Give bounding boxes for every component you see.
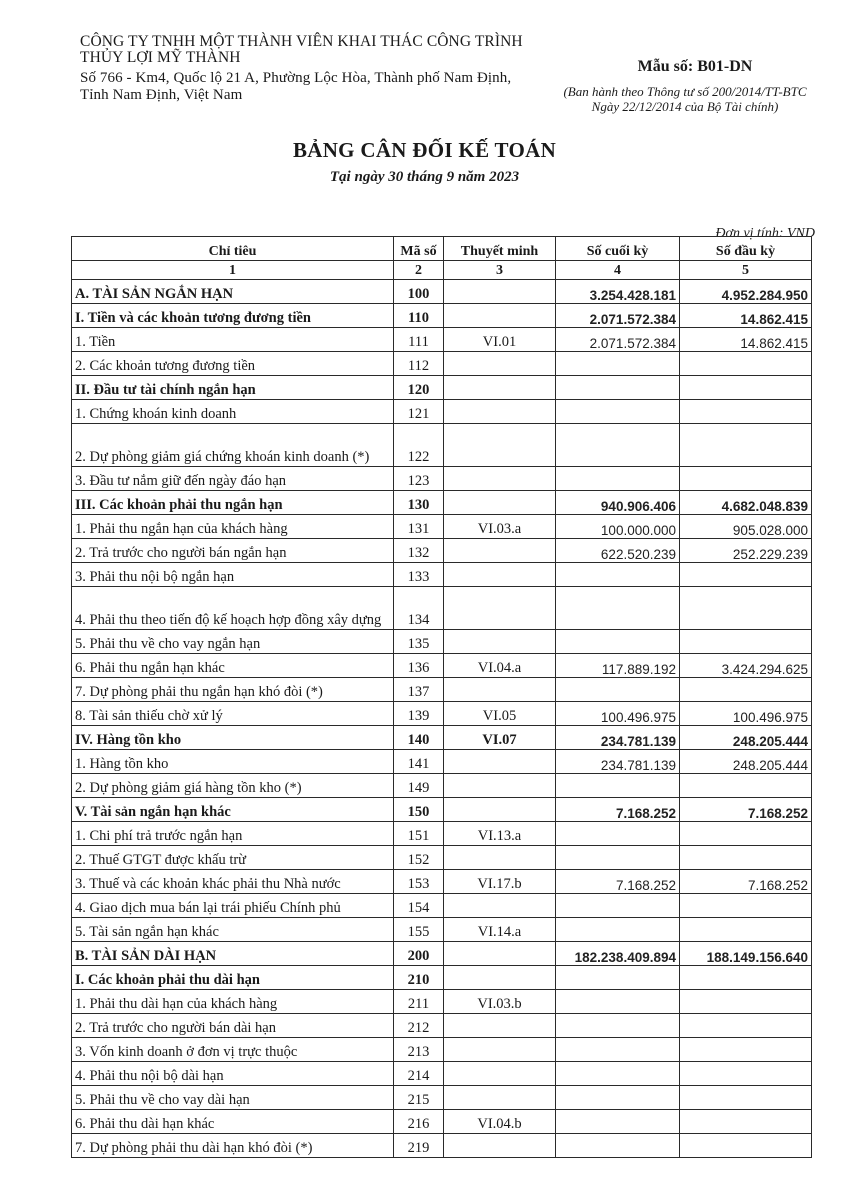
row-end-period-value: 100.000.000 xyxy=(556,515,680,539)
row-note xyxy=(444,563,556,587)
row-start-period-value xyxy=(680,1038,812,1062)
row-end-period-value xyxy=(556,1134,680,1158)
table-row xyxy=(72,870,812,894)
row-note xyxy=(444,966,556,990)
row-label: 1. Chi phí trả trước ngắn hạn xyxy=(72,822,394,846)
form-info xyxy=(540,58,830,114)
row-note xyxy=(444,424,556,467)
row-end-period-value: 234.781.139 xyxy=(556,750,680,774)
row-label: 2. Trả trước cho người bán dài hạn xyxy=(72,1014,394,1038)
row-code: 121 xyxy=(394,400,444,424)
row-end-period-value: 234.781.139 xyxy=(556,726,680,750)
row-note xyxy=(444,1134,556,1158)
row-code: 213 xyxy=(394,1038,444,1062)
row-start-period-value xyxy=(680,467,812,491)
row-code: 149 xyxy=(394,774,444,798)
row-note: VI.03.b xyxy=(444,990,556,1014)
row-note xyxy=(444,678,556,702)
row-label: 7. Dự phòng phải thu dài hạn khó đòi (*) xyxy=(72,1134,394,1158)
row-end-period-value xyxy=(556,352,680,376)
row-end-period-value: 100.496.975 xyxy=(556,702,680,726)
balance-sheet-table xyxy=(71,236,812,1158)
row-end-period-value xyxy=(556,678,680,702)
row-code: 132 xyxy=(394,539,444,563)
table-header-row xyxy=(72,237,812,261)
row-end-period-value xyxy=(556,630,680,654)
row-note: VI.03.a xyxy=(444,515,556,539)
row-label: A. TÀI SẢN NGẮN HẠN xyxy=(72,280,394,304)
row-end-period-value xyxy=(556,1110,680,1134)
row-label: 7. Dự phòng phải thu ngắn hạn khó đòi (*) xyxy=(72,678,394,702)
column-number: 3 xyxy=(444,261,556,280)
table-row xyxy=(72,1062,812,1086)
row-note xyxy=(444,304,556,328)
row-label: 1. Phải thu ngắn hạn của khách hàng xyxy=(72,515,394,539)
row-end-period-value: 117.889.192 xyxy=(556,654,680,678)
row-start-period-value xyxy=(680,990,812,1014)
row-start-period-value xyxy=(680,563,812,587)
table-row xyxy=(72,304,812,328)
row-code: 155 xyxy=(394,918,444,942)
row-note: VI.17.b xyxy=(444,870,556,894)
row-label: 1. Hàng tồn kho xyxy=(72,750,394,774)
row-note xyxy=(444,400,556,424)
row-end-period-value: 940.906.406 xyxy=(556,491,680,515)
table-row xyxy=(72,539,812,563)
row-start-period-value xyxy=(680,1062,812,1086)
row-end-period-value xyxy=(556,1014,680,1038)
row-start-period-value xyxy=(680,966,812,990)
row-code: 130 xyxy=(394,491,444,515)
row-note xyxy=(444,750,556,774)
row-label: 4. Phải thu theo tiến độ kế hoạch hợp đồng xây dựng xyxy=(72,587,394,630)
table-row xyxy=(72,966,812,990)
row-code: 152 xyxy=(394,846,444,870)
row-end-period-value xyxy=(556,846,680,870)
column-number: 2 xyxy=(394,261,444,280)
table-row xyxy=(72,563,812,587)
table-row xyxy=(72,376,812,400)
row-label: 4. Phải thu nội bộ dài hạn xyxy=(72,1062,394,1086)
row-code: 200 xyxy=(394,942,444,966)
company-name-line2: THỦY LỢI MỸ THÀNH xyxy=(80,49,241,66)
table-row xyxy=(72,515,812,539)
row-note xyxy=(444,774,556,798)
row-code: 120 xyxy=(394,376,444,400)
row-note: VI.14.a xyxy=(444,918,556,942)
row-code: 134 xyxy=(394,587,444,630)
row-code: 219 xyxy=(394,1134,444,1158)
row-note: VI.07 xyxy=(444,726,556,750)
row-end-period-value xyxy=(556,587,680,630)
company-address-line2: Tỉnh Nam Định, Việt Nam xyxy=(80,87,243,103)
row-start-period-value: 3.424.294.625 xyxy=(680,654,812,678)
row-label: 2. Thuế GTGT được khấu trừ xyxy=(72,846,394,870)
row-start-period-value xyxy=(680,352,812,376)
table-row xyxy=(72,678,812,702)
row-label: 5. Tài sản ngắn hạn khác xyxy=(72,918,394,942)
row-label: II. Đầu tư tài chính ngắn hạn xyxy=(72,376,394,400)
row-note xyxy=(444,1014,556,1038)
table-row xyxy=(72,774,812,798)
row-code: 131 xyxy=(394,515,444,539)
row-start-period-value xyxy=(680,400,812,424)
table-column-number-row xyxy=(72,261,812,280)
table-row xyxy=(72,918,812,942)
row-start-period-value xyxy=(680,774,812,798)
row-end-period-value: 2.071.572.384 xyxy=(556,328,680,352)
table-row xyxy=(72,702,812,726)
row-start-period-value xyxy=(680,918,812,942)
row-label: B. TÀI SẢN DÀI HẠN xyxy=(72,942,394,966)
row-end-period-value: 7.168.252 xyxy=(556,798,680,822)
currency-unit: Đơn vị tính: VND xyxy=(715,226,815,241)
row-start-period-value xyxy=(680,1014,812,1038)
row-end-period-value: 622.520.239 xyxy=(556,539,680,563)
row-label: 2. Dự phòng giảm giá hàng tồn kho (*) xyxy=(72,774,394,798)
table-row xyxy=(72,587,812,630)
row-code: 216 xyxy=(394,1110,444,1134)
row-start-period-value xyxy=(680,822,812,846)
row-note xyxy=(444,846,556,870)
row-start-period-value: 7.168.252 xyxy=(680,870,812,894)
row-code: 150 xyxy=(394,798,444,822)
row-label: 3. Đầu tư nắm giữ đến ngày đáo hạn xyxy=(72,467,394,491)
row-code: 110 xyxy=(394,304,444,328)
row-start-period-value: 252.229.239 xyxy=(680,539,812,563)
row-start-period-value: 905.028.000 xyxy=(680,515,812,539)
row-label: I. Các khoản phải thu dài hạn xyxy=(72,966,394,990)
row-start-period-value: 7.168.252 xyxy=(680,798,812,822)
row-note xyxy=(444,467,556,491)
form-note-line1: (Ban hành theo Thông tư số 200/2014/TT-BTC xyxy=(563,84,807,99)
row-note xyxy=(444,587,556,630)
table-row xyxy=(72,726,812,750)
header-end-period: Số cuối kỳ xyxy=(556,237,680,261)
row-end-period-value: 3.254.428.181 xyxy=(556,280,680,304)
table-row xyxy=(72,467,812,491)
table-row xyxy=(72,1134,812,1158)
row-code: 122 xyxy=(394,424,444,467)
row-note xyxy=(444,894,556,918)
table-row xyxy=(72,1086,812,1110)
row-label: 3. Thuế và các khoản khác phải thu Nhà nước xyxy=(72,870,394,894)
row-start-period-value xyxy=(680,376,812,400)
header-start-period: Số đầu kỳ xyxy=(680,237,812,261)
table-row xyxy=(72,990,812,1014)
row-label: III. Các khoản phải thu ngắn hạn xyxy=(72,491,394,515)
row-note xyxy=(444,1086,556,1110)
row-start-period-value: 4.952.284.950 xyxy=(680,280,812,304)
row-start-period-value: 14.862.415 xyxy=(680,304,812,328)
row-code: 111 xyxy=(394,328,444,352)
table-row xyxy=(72,352,812,376)
row-code: 215 xyxy=(394,1086,444,1110)
row-note: VI.13.a xyxy=(444,822,556,846)
row-label: 1. Tiền xyxy=(72,328,394,352)
row-label: IV. Hàng tồn kho xyxy=(72,726,394,750)
row-code: 136 xyxy=(394,654,444,678)
row-note xyxy=(444,491,556,515)
row-label: 6. Phải thu ngắn hạn khác xyxy=(72,654,394,678)
row-label: 5. Phải thu về cho vay ngắn hạn xyxy=(72,630,394,654)
row-start-period-value xyxy=(680,424,812,467)
table-row xyxy=(72,400,812,424)
row-note: VI.01 xyxy=(444,328,556,352)
row-end-period-value xyxy=(556,918,680,942)
row-start-period-value xyxy=(680,678,812,702)
row-end-period-value xyxy=(556,376,680,400)
column-number: 1 xyxy=(72,261,394,280)
row-code: 210 xyxy=(394,966,444,990)
row-label: 3. Phải thu nội bộ ngắn hạn xyxy=(72,563,394,587)
row-note xyxy=(444,539,556,563)
row-start-period-value: 188.149.156.640 xyxy=(680,942,812,966)
row-start-period-value xyxy=(680,1086,812,1110)
row-label: V. Tài sản ngắn hạn khác xyxy=(72,798,394,822)
row-end-period-value: 2.071.572.384 xyxy=(556,304,680,328)
row-code: 141 xyxy=(394,750,444,774)
row-note xyxy=(444,1038,556,1062)
row-end-period-value xyxy=(556,467,680,491)
row-note: VI.05 xyxy=(444,702,556,726)
row-start-period-value: 248.205.444 xyxy=(680,726,812,750)
row-code: 212 xyxy=(394,1014,444,1038)
row-start-period-value xyxy=(680,846,812,870)
row-note xyxy=(444,630,556,654)
row-end-period-value xyxy=(556,1086,680,1110)
row-code: 214 xyxy=(394,1062,444,1086)
table-row xyxy=(72,280,812,304)
row-code: 137 xyxy=(394,678,444,702)
company-address-line1: Số 766 - Km4, Quốc lộ 21 A, Phường Lộc Hòa, Thành phố Nam Định, xyxy=(80,70,512,86)
table-row xyxy=(72,1038,812,1062)
row-note xyxy=(444,1062,556,1086)
row-label: 5. Phải thu về cho vay dài hạn xyxy=(72,1086,394,1110)
row-note xyxy=(444,376,556,400)
row-end-period-value xyxy=(556,774,680,798)
row-end-period-value xyxy=(556,400,680,424)
row-label: 4. Giao dịch mua bán lại trái phiếu Chính phủ xyxy=(72,894,394,918)
table-row xyxy=(72,328,812,352)
row-label: 3. Vốn kinh doanh ở đơn vị trực thuộc xyxy=(72,1038,394,1062)
row-start-period-value xyxy=(680,1134,812,1158)
row-code: 135 xyxy=(394,630,444,654)
row-label: 6. Phải thu dài hạn khác xyxy=(72,1110,394,1134)
row-end-period-value xyxy=(556,424,680,467)
row-start-period-value xyxy=(680,894,812,918)
table-row xyxy=(72,1014,812,1038)
form-note-line2: Ngày 22/12/2014 của Bộ Tài chính) xyxy=(591,99,779,114)
form-note xyxy=(540,84,830,114)
table-row xyxy=(72,491,812,515)
row-label: I. Tiền và các khoản tương đương tiền xyxy=(72,304,394,328)
row-code: 211 xyxy=(394,990,444,1014)
table-row xyxy=(72,822,812,846)
row-note xyxy=(444,798,556,822)
row-end-period-value: 182.238.409.894 xyxy=(556,942,680,966)
document-date: Tại ngày 30 tháng 9 năm 2023 xyxy=(329,169,520,185)
row-label: 1. Phải thu dài hạn của khách hàng xyxy=(72,990,394,1014)
row-label: 2. Trả trước cho người bán ngắn hạn xyxy=(72,539,394,563)
row-start-period-value xyxy=(680,1110,812,1134)
header-code: Mã số xyxy=(394,237,444,261)
row-start-period-value xyxy=(680,630,812,654)
header-indicator: Chỉ tiêu xyxy=(72,237,394,261)
table-row xyxy=(72,630,812,654)
row-start-period-value: 14.862.415 xyxy=(680,328,812,352)
table-row xyxy=(72,654,812,678)
row-end-period-value xyxy=(556,966,680,990)
row-note: VI.04.a xyxy=(444,654,556,678)
company-header xyxy=(80,34,523,104)
column-number: 5 xyxy=(680,261,812,280)
row-code: 140 xyxy=(394,726,444,750)
row-code: 133 xyxy=(394,563,444,587)
row-start-period-value: 4.682.048.839 xyxy=(680,491,812,515)
row-end-period-value: 7.168.252 xyxy=(556,870,680,894)
row-start-period-value xyxy=(680,587,812,630)
table-row xyxy=(72,1110,812,1134)
row-start-period-value: 100.496.975 xyxy=(680,702,812,726)
row-code: 154 xyxy=(394,894,444,918)
company-name-line1: CÔNG TY TNHH MỘT THÀNH VIÊN KHAI THÁC CÔNG TRÌNH xyxy=(80,33,523,50)
row-note xyxy=(444,942,556,966)
row-note: VI.04.b xyxy=(444,1110,556,1134)
row-code: 112 xyxy=(394,352,444,376)
row-label: 8. Tài sản thiếu chờ xử lý xyxy=(72,702,394,726)
header-note: Thuyết minh xyxy=(444,237,556,261)
table-row xyxy=(72,750,812,774)
row-note xyxy=(444,352,556,376)
row-code: 100 xyxy=(394,280,444,304)
row-label: 2. Dự phòng giảm giá chứng khoán kinh doanh (*) xyxy=(72,424,394,467)
row-code: 123 xyxy=(394,467,444,491)
row-end-period-value xyxy=(556,563,680,587)
row-note xyxy=(444,280,556,304)
row-end-period-value xyxy=(556,894,680,918)
table-row xyxy=(72,846,812,870)
row-end-period-value xyxy=(556,1038,680,1062)
row-code: 139 xyxy=(394,702,444,726)
form-number: Mẫu số: B01-DN xyxy=(637,58,753,75)
row-code: 153 xyxy=(394,870,444,894)
row-end-period-value xyxy=(556,822,680,846)
table-row xyxy=(72,424,812,467)
table-row xyxy=(72,798,812,822)
column-number: 4 xyxy=(556,261,680,280)
row-start-period-value: 248.205.444 xyxy=(680,750,812,774)
row-label: 2. Các khoản tương đương tiền xyxy=(72,352,394,376)
table-row xyxy=(72,942,812,966)
table-row xyxy=(72,894,812,918)
row-code: 151 xyxy=(394,822,444,846)
row-label: 1. Chứng khoán kinh doanh xyxy=(72,400,394,424)
document-title: BẢNG CÂN ĐỐI KẾ TOÁN xyxy=(292,138,557,162)
row-end-period-value xyxy=(556,1062,680,1086)
row-end-period-value xyxy=(556,990,680,1014)
